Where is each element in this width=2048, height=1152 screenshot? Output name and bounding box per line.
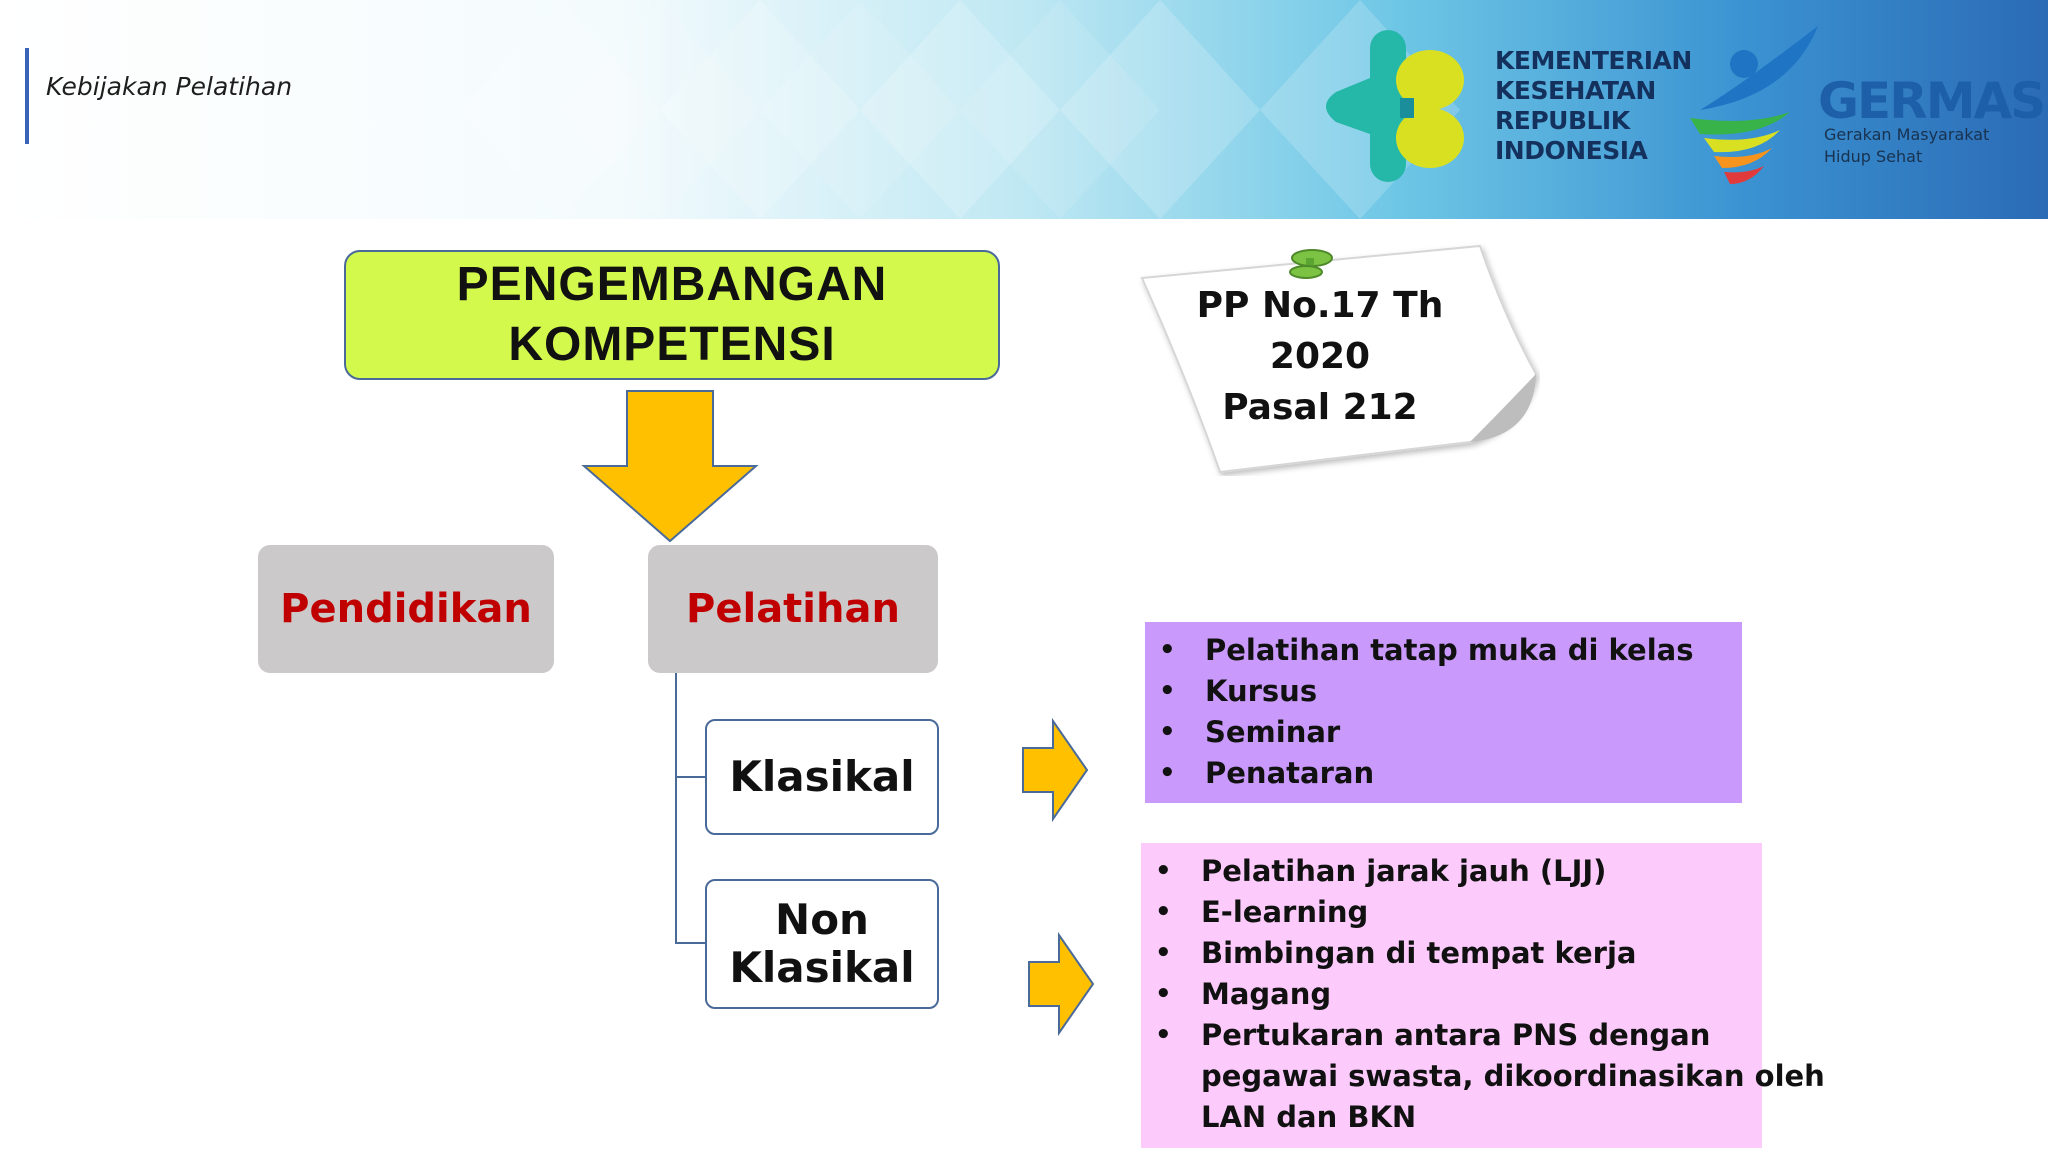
- ministry-line: KESEHATAN: [1495, 76, 1656, 105]
- list-item: • Pelatihan tatap muka di kelas: [1145, 630, 1742, 671]
- ministry-name: [1495, 46, 1695, 166]
- page-title: Kebijakan Pelatihan: [46, 72, 293, 101]
- list-item-continuation: LAN dan BKN: [1201, 1100, 1417, 1134]
- list-item-continuation: pegawai swasta, dikoordinasikan oleh: [1201, 1059, 1825, 1093]
- klasikal-label: Klasikal: [729, 752, 915, 801]
- note-line: PP No.17 Th: [1196, 285, 1444, 326]
- list-item: • Pelatihan jarak jauh (LJJ): [1141, 851, 1762, 892]
- note-line: Pasal 212: [1222, 387, 1418, 428]
- competency-title-box: [344, 250, 1000, 380]
- non-klasikal-box: [705, 879, 939, 1009]
- list-item: • E-learning: [1141, 892, 1762, 933]
- kemenkes-logo-icon: [1312, 22, 1472, 192]
- klasikal-list-panel: [1145, 622, 1742, 803]
- list-item: • Pertukaran antara PNS dengan: [1141, 1015, 1762, 1056]
- non-klasikal-line: Klasikal: [729, 943, 915, 992]
- title-line: KOMPETENSI: [508, 318, 836, 371]
- ministry-line: INDONESIA: [1495, 136, 1648, 165]
- pelatihan-box: Pelatihan: [648, 545, 938, 673]
- klasikal-box: [705, 719, 939, 835]
- list-item: • Bimbingan di tempat kerja: [1141, 933, 1762, 974]
- right-arrow-icon: [1026, 932, 1096, 1036]
- germas-tagline-line: Gerakan Masyarakat: [1824, 125, 1990, 144]
- pin-icon: [1284, 244, 1336, 280]
- germas-logo-icon: [1680, 26, 1828, 196]
- germas-wordmark: GERMAS: [1818, 72, 2045, 130]
- list-item: • Penataran: [1145, 753, 1742, 794]
- pendidikan-box: Pendidikan: [258, 545, 554, 673]
- header-accent-bar: [25, 48, 29, 144]
- right-arrow-icon: [1020, 718, 1090, 822]
- list-item: • Seminar: [1145, 712, 1742, 753]
- germas-tagline-line: Hidup Sehat: [1824, 147, 1923, 166]
- non-klasikal-line: Non: [775, 895, 869, 944]
- list-item: • Magang: [1141, 974, 1762, 1015]
- non-klasikal-list-panel: [1141, 843, 1825, 1148]
- germas-tagline: [1824, 124, 1989, 168]
- note-line: 2020: [1269, 336, 1371, 377]
- title-line: PENGEMBANGAN: [456, 258, 888, 311]
- list-item: • Kursus: [1145, 671, 1742, 712]
- tree-connector: [670, 673, 710, 947]
- ministry-line: REPUBLIK: [1495, 106, 1630, 135]
- ministry-line: KEMENTERIAN: [1495, 46, 1692, 75]
- regulation-note: [1160, 280, 1480, 433]
- down-arrow-icon: [580, 388, 760, 544]
